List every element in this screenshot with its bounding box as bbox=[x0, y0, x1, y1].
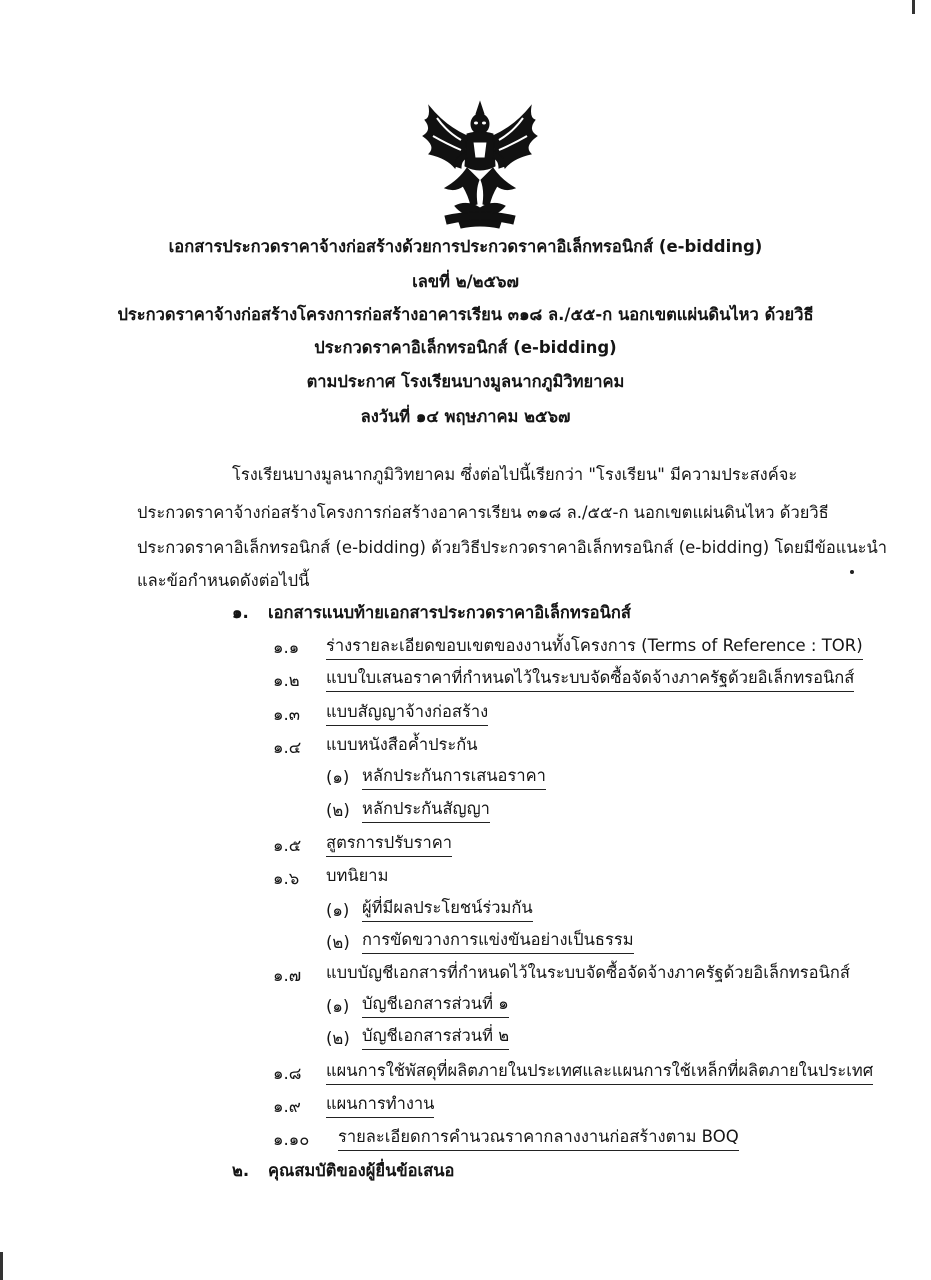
attachment-link-tor[interactable]: ร่างรายละเอียดขอบเขตของงานทั้งโครงการ (Terms of Reference : TOR) bbox=[326, 635, 863, 660]
item-number: ๑.๗ bbox=[273, 966, 302, 985]
project-title-line1: ประกวดราคาจ้างก่อสร้างโครงการก่อสร้างอาคารเรียน ๓๑๘ ล./๕๕-ก นอกเขตแผ่นดินไหว ด้วยวิธี bbox=[117, 305, 814, 324]
item-number: ๑.๑ bbox=[273, 638, 300, 657]
item-number: ๑.๒ bbox=[273, 671, 300, 690]
sub-item-number: (๑) bbox=[326, 997, 350, 1016]
attachment-link-work-plan[interactable]: แผนการทำงาน bbox=[326, 1093, 434, 1118]
attachment-link-bid-guarantee[interactable]: หลักประกันการเสนอราคา bbox=[362, 765, 546, 790]
sub-item-number: (๑) bbox=[326, 768, 350, 787]
item-number: ๑.๘ bbox=[273, 1064, 302, 1083]
scan-edge-mark bbox=[0, 1252, 3, 1280]
sub-item-number: (๒) bbox=[326, 933, 350, 952]
item-number: ๑.๑๐ bbox=[273, 1130, 310, 1149]
item-number: ๑.๓ bbox=[273, 705, 300, 724]
document-date: ลงวันที่ ๑๔ พฤษภาคม ๒๕๖๗ bbox=[360, 407, 571, 426]
attachment-link-contract-guarantee[interactable]: หลักประกันสัญญา bbox=[362, 798, 490, 823]
section-title: คุณสมบัติของผู้ยื่นข้อเสนอ bbox=[268, 1161, 455, 1180]
attachment-link-joint-interest[interactable]: ผู้ที่มีผลประโยชน์ร่วมกัน bbox=[362, 897, 533, 922]
attachment-link-boq[interactable]: รายละเอียดการคำนวณราคากลางงานก่อสร้างตาม BOQ bbox=[338, 1126, 739, 1151]
attachment-link-fair-competition[interactable]: การขัดขวางการแข่งขันอย่างเป็นธรรม bbox=[362, 929, 634, 954]
attachment-link-contract[interactable]: แบบสัญญาจ้างก่อสร้าง bbox=[326, 701, 488, 726]
item-number: ๑.๙ bbox=[273, 1097, 301, 1116]
item-text-guarantee: แบบหนังสือค้ำประกัน bbox=[326, 735, 478, 754]
item-number: ๑.๕ bbox=[273, 836, 302, 855]
sub-item-number: (๒) bbox=[326, 801, 350, 820]
document-number: เลขที่ ๒/๒๕๖๗ bbox=[412, 272, 519, 291]
attachment-link-document-part1[interactable]: บัญชีเอกสารส่วนที่ ๑ bbox=[362, 993, 509, 1018]
sub-item-number: (๒) bbox=[326, 1029, 350, 1048]
intro-line: และข้อกำหนดดังต่อไปนี้ bbox=[137, 571, 310, 590]
attachment-link-bid-form[interactable]: แบบใบเสนอราคาที่กำหนดไว้ในระบบจัดซื้อจัดจ้างภาครัฐด้วยอิเล็กทรอนิกส์ bbox=[326, 667, 854, 692]
section-title: เอกสารแนบท้ายเอกสารประกวดราคาอิเล็กทรอนิกส์ bbox=[268, 603, 631, 622]
item-text-document-list: แบบบัญชีเอกสารที่กำหนดไว้ในระบบจัดซื้อจัดจ้างภาครัฐด้วยอิเล็กทรอนิกส์ bbox=[326, 963, 850, 982]
intro-line: ประกวดราคาอิเล็กทรอนิกส์ (e-bidding) ด้วยวิธีประกวดราคาอิเล็กทรอนิกส์ (e-bidding) โดยมีข้อแนะนำ bbox=[137, 538, 888, 557]
item-text-definitions: บทนิยาม bbox=[326, 866, 389, 885]
garuda-emblem-icon bbox=[415, 96, 545, 231]
project-title-line2: ประกวดราคาอิเล็กทรอนิกส์ (e-bidding) bbox=[314, 338, 617, 357]
intro-line: ประกวดราคาจ้างก่อสร้างโครงการก่อสร้างอาคารเรียน ๓๑๘ ล./๕๕-ก นอกเขตแผ่นดินไหว ด้วยวิธี bbox=[137, 503, 829, 522]
scan-speck bbox=[850, 570, 854, 574]
intro-line: โรงเรียนบางมูลนากภูมิวิทยาคม ซึ่งต่อไปนี้เรียกว่า "โรงเรียน" มีความประสงค์จะ bbox=[232, 465, 798, 484]
attachment-link-domestic-materials[interactable]: แผนการใช้พัสดุที่ผลิตภายในประเทศและแผนการใช้เหล็กที่ผลิตภายในประเทศ bbox=[326, 1060, 873, 1085]
scan-edge-mark bbox=[912, 0, 915, 14]
item-number: ๑.๖ bbox=[273, 869, 300, 888]
attachment-link-document-part2[interactable]: บัญชีเอกสารส่วนที่ ๒ bbox=[362, 1025, 509, 1050]
section-number: ๑. bbox=[232, 603, 249, 622]
sub-item-number: (๑) bbox=[326, 901, 350, 920]
document-title: เอกสารประกวดราคาจ้างก่อสร้างด้วยการประกวดราคาอิเล็กทรอนิกส์ (e-bidding) bbox=[168, 237, 763, 256]
item-number: ๑.๔ bbox=[273, 738, 302, 757]
attachment-link-price-formula[interactable]: สูตรการปรับราคา bbox=[326, 832, 452, 857]
announcement-line: ตามประกาศ โรงเรียนบางมูลนากภูมิวิทยาคม bbox=[306, 372, 625, 391]
section-number: ๒. bbox=[232, 1161, 250, 1180]
